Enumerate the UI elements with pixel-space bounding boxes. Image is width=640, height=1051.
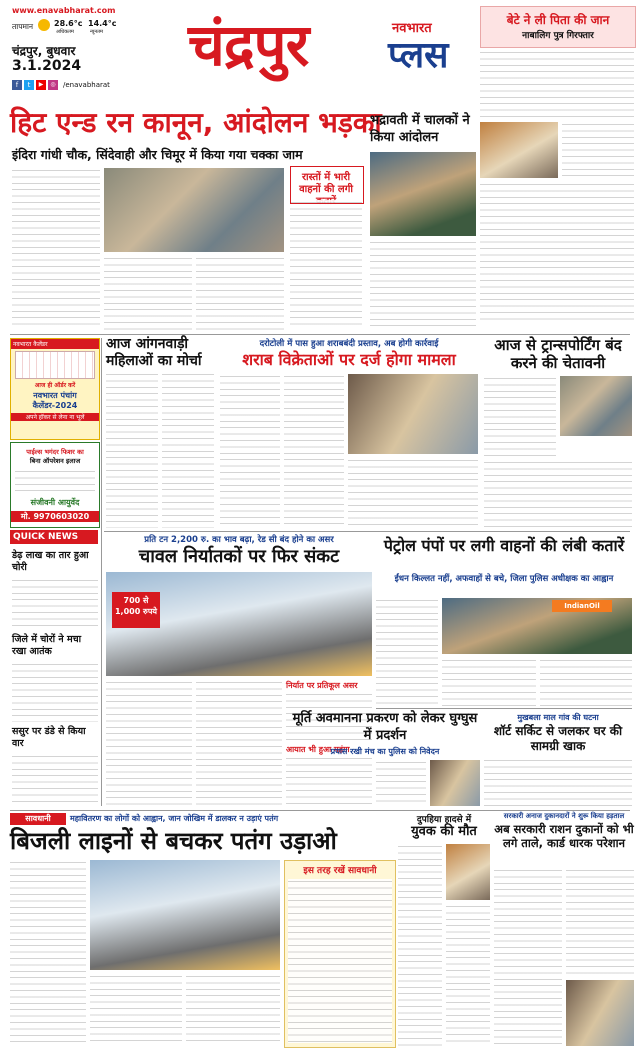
quicknews-item-2-headline: जिले में चोरों ने मचा रखा आतंक xyxy=(12,634,82,657)
edition-date: 3.1.2024 xyxy=(12,58,82,74)
fire-kicker: मुखबला माल गांव की घटना xyxy=(517,713,599,722)
accident-photo xyxy=(446,844,490,900)
transport-photo xyxy=(560,376,632,436)
anganwadi-body-2 xyxy=(162,372,214,528)
transport-headline: आज से ट्रान्सपोर्टिंग बंद करने की चेतावनी xyxy=(494,336,622,372)
calendar-brand: नवभारत कैलेंडर xyxy=(11,339,99,349)
rice-price-badge xyxy=(112,592,160,628)
divider-top xyxy=(10,334,630,335)
lead-column-2 xyxy=(104,256,192,330)
son-body-top xyxy=(480,50,634,120)
masthead-nav: नवभारत xyxy=(392,21,432,36)
masthead-plus: प्लस xyxy=(388,35,449,76)
masthead-title: चंद्रपुर xyxy=(188,11,309,79)
liquor-headline: शराब विक्रेताओं पर दर्ज होगा मामला xyxy=(242,350,456,369)
quicknews-item-1-headline: डेढ़ लाख का तार हुआ चोरी xyxy=(12,550,89,573)
anganwadi-headline: आज आंगनवाड़ी महिलाओं का मोर्चा xyxy=(106,336,202,369)
divider-petrol xyxy=(376,708,632,709)
lead-headline: हिट एन्ड रन कानून, आंदोलन भड़का xyxy=(10,106,382,139)
petrol-body-3 xyxy=(540,658,632,706)
son-headline: बेटे ने ली पिता की जान xyxy=(506,13,610,27)
son-headline-box xyxy=(480,6,636,48)
son-body-bottom xyxy=(480,182,634,324)
petrol-subheadline: ईंधन किल्लत नहीं, अफवाहों से बचे, जिला पुलिस अधीक्षक का आह्वान xyxy=(394,574,614,584)
temperature-min: 14.4°c xyxy=(88,19,117,28)
calendar-sub: अपने हॉकर से लेना ना भूलें xyxy=(11,413,99,421)
ayurved-ad[interactable] xyxy=(10,442,100,528)
bhadravati-body xyxy=(370,240,476,330)
kite-body-2 xyxy=(90,974,182,1046)
fire-headline: शॉर्ट सर्किट से जलकर घर की सामग्री खाक xyxy=(493,724,623,753)
social-icons xyxy=(12,80,110,90)
lead-column-1 xyxy=(12,168,100,330)
idol-headline: मूर्ति अवमानना प्रकरण को लेकर घुग्घुस में प्रदर्शन xyxy=(292,711,478,743)
kite-body-3 xyxy=(186,974,280,1046)
son-photo xyxy=(480,122,558,178)
temperature-max: 28.6°c xyxy=(54,19,83,28)
divider-bottom xyxy=(10,810,630,811)
rice-kicker: प्रति टन 2,200 रु. का भाव बढ़ा, रेड सी बंद होने का असर xyxy=(144,535,334,545)
rice-headline: चावल निर्यातकों पर फिर संकट xyxy=(138,546,340,567)
ration-headline: अब सरकारी राशन दुकानों को भी लगे ताले, कार्ड धारक परेशान xyxy=(494,822,634,850)
petrol-body-1 xyxy=(376,598,438,706)
calendar-title: नवभारत पंचांग कैलेंडर-2024 xyxy=(32,391,78,410)
temperature-label: तापमान xyxy=(12,22,34,31)
bhadravati-headline: भद्रावती में चालकों ने किया आंदोलन xyxy=(370,113,470,145)
quicknews-item-3-headline: ससुर पर डंडे से किया वार xyxy=(12,726,86,749)
temperature-min-label: न्यूनतम xyxy=(90,29,103,35)
ad-line-1: पाईल्स भगंदर फिशर का xyxy=(26,448,84,456)
kite-body-1 xyxy=(10,860,86,1046)
petrol-headline: पेट्रोल पंपों पर लगी वाहनों की लंबी कतारें xyxy=(383,536,625,555)
son-body-side xyxy=(562,122,634,178)
facebook-icon[interactable]: f xyxy=(12,80,22,90)
ration-photo xyxy=(566,980,634,1046)
export-box-label: निर्यात पर प्रतिकूल असर xyxy=(286,681,358,690)
liquor-body-3 xyxy=(348,458,478,528)
social-handle[interactable]: /enavabharat xyxy=(63,81,110,89)
lead-boxed-headline: रास्तों में भारी वाहनों की लगी xyxy=(299,172,353,195)
bhadravati-photo xyxy=(370,152,476,236)
transport-body-1 xyxy=(484,376,556,456)
liquor-photo xyxy=(348,374,478,454)
quicknews-item-3-body xyxy=(12,754,98,806)
lead-subheadline: इंदिरा गांधी चौक, सिंदेवाही और चिमूर में किया गया चक्का जाम xyxy=(12,147,303,162)
transport-body-2 xyxy=(484,460,632,528)
kite-kicker: महावितरण का लोगों को आह्वान, जान जोखिम में डालकर न उड़ाएं पतंग xyxy=(70,814,279,823)
lead-quote-box xyxy=(290,166,364,204)
idol-body-1 xyxy=(376,760,426,806)
kite-headline: बिजली लाइनों से बचकर पतंग उड़ाओ xyxy=(10,827,337,855)
instagram-icon[interactable]: ◎ xyxy=(48,80,58,90)
export-box-sub: आयात भी हुआ महंगा xyxy=(286,745,350,754)
accident-body-2 xyxy=(446,904,490,1046)
accident-kicker: दुपहिया हादसे में xyxy=(416,815,472,825)
fire-body xyxy=(484,758,632,806)
quicknews-label: QUICK NEWS xyxy=(10,530,98,544)
anganwadi-body-1 xyxy=(106,372,158,528)
website-url[interactable]: www.enavabharat.com xyxy=(12,6,116,15)
rice-price: 700 से 1,000 रुपये xyxy=(114,596,158,616)
calendar-image xyxy=(15,351,95,379)
ad-name: संजीवनी आयुर्वेद xyxy=(30,498,80,507)
ration-body-1 xyxy=(494,868,562,1046)
divider-left-column xyxy=(101,338,102,806)
accident-headline: युवक की मौत xyxy=(411,824,477,839)
ration-body-2 xyxy=(566,868,634,976)
calendar-promo-text: आज ही ऑर्डर करें xyxy=(34,382,76,389)
quicknews-item-2-body xyxy=(12,662,98,722)
place-day: चंद्रपुर, बुधवार xyxy=(12,44,76,58)
kite-tips-box xyxy=(284,860,396,1048)
accident-body-1 xyxy=(398,844,442,1046)
kite-tips-list xyxy=(288,879,392,1043)
twitter-icon[interactable]: t xyxy=(24,80,34,90)
kite-tips-title: इस तरह रखें सावधानी xyxy=(303,866,377,876)
ad-phone: मो. 9970603020 xyxy=(11,511,99,522)
temperature-max-label: अधिकतम xyxy=(56,29,74,35)
kite-label: सावधानी xyxy=(10,813,66,825)
idol-photo xyxy=(430,760,480,806)
lead-column-4 xyxy=(290,200,362,330)
lead-column-3 xyxy=(196,256,284,330)
lead-photo xyxy=(104,168,284,252)
liquor-body-2 xyxy=(284,374,344,528)
petrol-brand: IndianOil xyxy=(552,600,612,612)
idol-sub: प्रयास रखी मंच का पुलिस को निवेदन xyxy=(330,747,440,756)
liquor-kicker: दरोटोली में पास हुआ शराबबंदी प्रस्ताव, अब होगी कार्रवाई xyxy=(259,339,439,349)
rice-body-1 xyxy=(106,680,192,806)
petrol-body-2 xyxy=(442,658,536,706)
calendar-promo[interactable] xyxy=(10,338,100,440)
ad-line-2: बिना ऑपरेशन इलाज xyxy=(29,457,81,465)
son-subheadline: नाबालिग पुत्र गिरफ्तार xyxy=(522,31,594,41)
liquor-body-1 xyxy=(220,374,280,528)
divider-mid xyxy=(104,531,630,532)
ad-details xyxy=(15,469,95,493)
rice-body-2 xyxy=(196,680,282,806)
kite-photo xyxy=(90,860,280,970)
youtube-icon[interactable]: ▶ xyxy=(36,80,46,90)
quicknews-item-1-body xyxy=(12,578,98,630)
sun-icon xyxy=(38,19,50,31)
export-box-body-2 xyxy=(286,756,372,806)
ration-kicker: सरकारी अनाज दुकानदारों ने शुरू किया हड़ताल xyxy=(503,812,625,820)
